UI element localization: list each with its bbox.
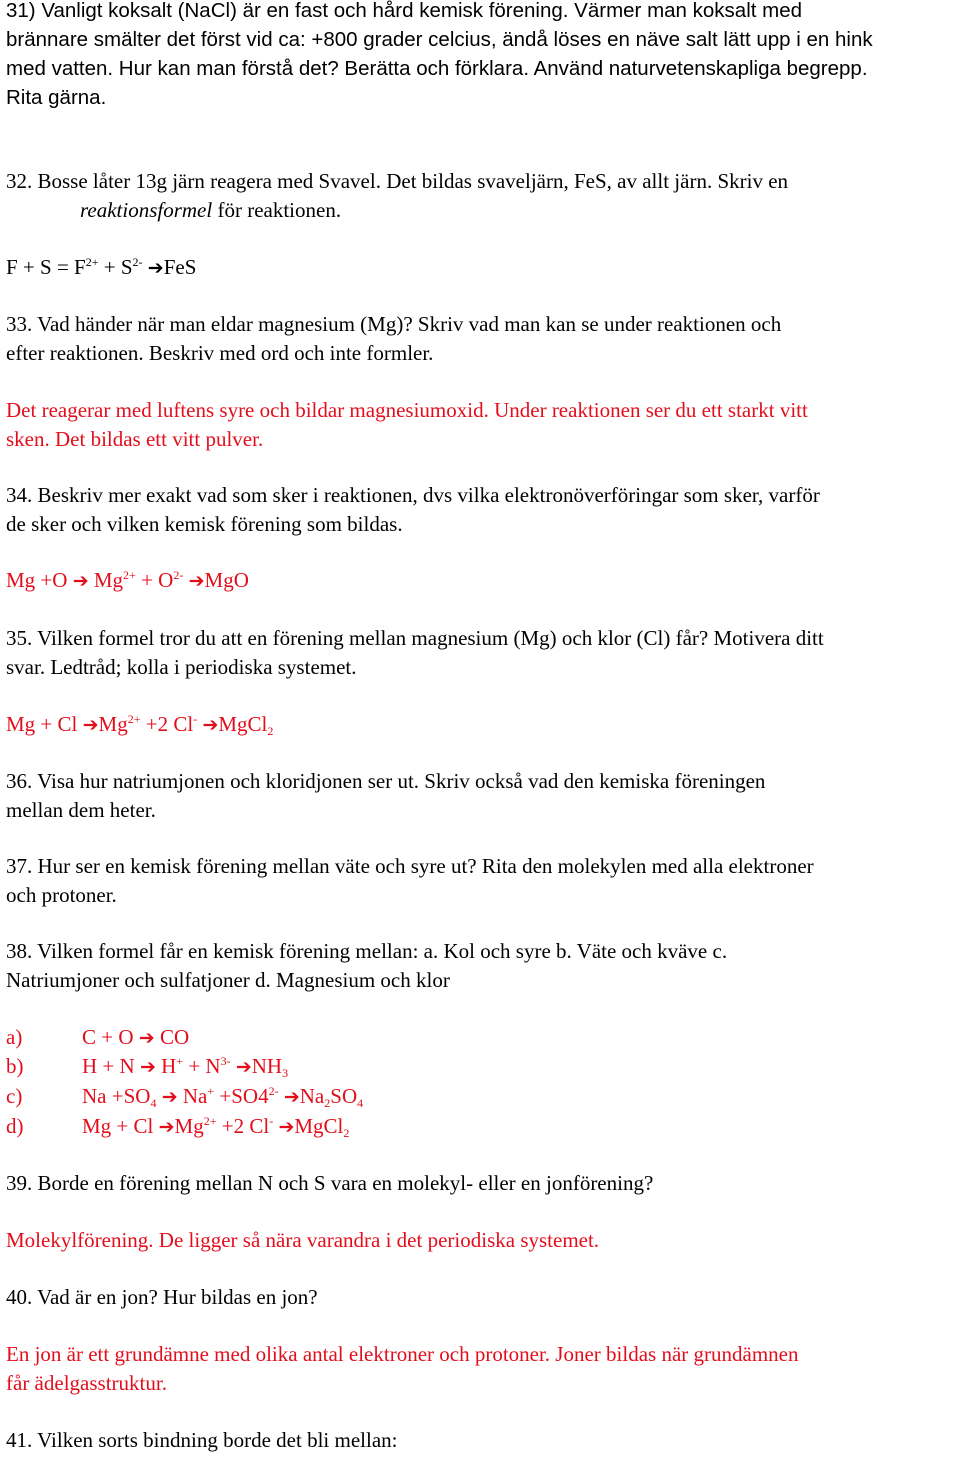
- question-39: [6, 1169, 956, 1198]
- formula-part: Mg + Cl: [82, 1114, 159, 1138]
- question-37-line-2: och protoner.: [6, 883, 117, 907]
- charge-superscript: +: [176, 1054, 184, 1068]
- question-34-answer: [6, 566, 956, 596]
- question-31-line-1: 31) Vanligt koksalt (NaCl) är en fast och hård kemisk förening. Värmer man koksalt med: [6, 0, 803, 22]
- formula-part: +2 Cl: [216, 1114, 270, 1138]
- question-32: [6, 167, 956, 225]
- list-item-label: a): [6, 1025, 23, 1049]
- question-35: [6, 624, 956, 682]
- question-34-line-1: 34. Beskriv mer exakt vad som sker i reaktionen, dvs vilka elektronöverföringar som sker, varför: [6, 483, 820, 507]
- charge-superscript: 2+: [127, 712, 141, 726]
- question-39-answer-line: Molekylförening. De ligger så nära varandra i det periodiska systemet.: [6, 1228, 600, 1252]
- formula-part: Na: [177, 1084, 208, 1108]
- formula-part: H + N: [82, 1054, 140, 1078]
- question-32-line-2-rest: för reaktionen.: [212, 198, 342, 222]
- charge-superscript: 2-: [173, 568, 184, 582]
- formula-part: Mg +O: [6, 568, 73, 592]
- charge-superscript: -: [269, 1114, 274, 1128]
- formula-part: + O: [135, 568, 174, 592]
- question-32-line-2: [6, 196, 956, 225]
- formula-part: MgCl: [294, 1114, 344, 1138]
- question-35-line-2: svar. Ledtråd; kolla i periodiska systemet.: [6, 655, 357, 679]
- question-33-answer-line-2: sken. Det bildas ett vitt pulver.: [6, 427, 264, 451]
- question-32-line-1: 32. Bosse låter 13g järn reagera med Svavel. Det bildas svaveljärn, FeS, av allt järn. Skriv en: [6, 169, 789, 193]
- reaction-arrow-icon: ➔: [278, 1116, 295, 1138]
- index-subscript: 4: [357, 1096, 364, 1110]
- reaktionsformel-term: reaktionsformel: [80, 198, 213, 222]
- charge-superscript: -: [193, 712, 198, 726]
- question-38-line-2: Natriumjoner och sulfatjoner d. Magnesium och klor: [6, 968, 450, 992]
- question-33-line-1: 33. Vad händer när man eldar magnesium (Mg)? Skriv vad man kan se under reaktionen och: [6, 312, 782, 336]
- reaction-arrow-icon: ➔: [235, 1056, 252, 1078]
- formula-part: NH: [251, 1054, 283, 1078]
- charge-superscript: 2-: [132, 255, 143, 269]
- formula-part: MgCl: [218, 712, 268, 736]
- formula-part: Mg: [98, 712, 128, 736]
- reaction-arrow-icon: ➔: [202, 714, 219, 736]
- index-subscript: 2: [267, 724, 274, 738]
- question-40-line-1: 40. Vad är en jon? Hur bildas en jon?: [6, 1285, 318, 1309]
- index-subscript: 3: [282, 1066, 289, 1080]
- question-34: [6, 481, 956, 539]
- question-34-line-2: de sker och vilken kemisk förening som bildas.: [6, 512, 403, 536]
- question-32-answer: [6, 253, 956, 283]
- formula-part: MgO: [204, 568, 249, 592]
- formula-part: + N: [183, 1054, 221, 1078]
- question-41: [6, 1426, 956, 1455]
- reaction-arrow-icon: ➔: [188, 570, 205, 592]
- question-33-answer: [6, 396, 956, 454]
- formula-part: Mg: [174, 1114, 204, 1138]
- formula-part: F + S = F: [6, 255, 86, 279]
- charge-superscript: 3-: [220, 1054, 231, 1068]
- formula-part: Mg: [88, 568, 124, 592]
- formula-part: SO: [330, 1084, 358, 1108]
- question-40: [6, 1283, 956, 1312]
- formula-part: CO: [154, 1025, 190, 1049]
- list-item-label: c): [6, 1084, 23, 1108]
- question-37-line-1: 37. Hur ser en kemisk förening mellan väte och syre ut? Rita den molekylen med alla elektroner: [6, 854, 814, 878]
- question-33-answer-line-1: Det reagerar med luftens syre och bildar magnesiumoxid. Under reaktionen ser du ett starkt vitt: [6, 398, 808, 422]
- question-37: [6, 852, 956, 910]
- question-33: [6, 310, 956, 368]
- charge-superscript: 2+: [203, 1114, 217, 1128]
- question-36: [6, 767, 956, 825]
- charge-superscript: +: [207, 1084, 215, 1098]
- question-36-line-2: mellan dem heter.: [6, 798, 156, 822]
- question-40-answer: [6, 1340, 956, 1398]
- list-item: [6, 1052, 288, 1082]
- question-33-line-2: efter reaktionen. Beskriv med ord och inte formler.: [6, 341, 434, 365]
- reaction-arrow-icon: ➔: [158, 1116, 175, 1138]
- question-38-line-1: 38. Vilken formel får en kemisk förening mellan: a. Kol och syre b. Väte och kväve c.: [6, 939, 728, 963]
- formula-part: +SO4: [214, 1084, 269, 1108]
- charge-superscript: 2+: [123, 568, 136, 582]
- formula-part: H: [155, 1054, 177, 1078]
- question-38: [6, 937, 956, 995]
- list-item-label: b): [6, 1054, 24, 1078]
- reaction-arrow-icon: ➔: [283, 1086, 300, 1108]
- question-39-line-1: 39. Borde en förening mellan N och S vara en molekyl- eller en jonförening?: [6, 1171, 654, 1195]
- formula-part: + S: [98, 255, 133, 279]
- question-35-line-1: 35. Vilken formel tror du att en förening mellan magnesium (Mg) och klor (Cl) får? Motivera ditt: [6, 626, 824, 650]
- reaction-arrow-icon: ➔: [138, 1027, 155, 1049]
- list-item-label: d): [6, 1114, 24, 1138]
- formula-part: C + O: [82, 1025, 139, 1049]
- question-31: [6, 0, 956, 112]
- list-item: [6, 1082, 363, 1112]
- index-subscript: 2: [343, 1126, 350, 1140]
- question-31-line-2: brännare smälter det först vid ca: +800 grader celcius, ändå löses en näve salt lätt upp i en hink: [6, 28, 873, 51]
- index-subscript: 4: [150, 1096, 157, 1110]
- question-31-line-3: med vatten. Hur kan man förstå det? Berätta och förklara. Använd naturvetenskapliga begrepp.: [6, 57, 868, 80]
- reaction-arrow-icon: ➔: [161, 1086, 178, 1108]
- formula-part: Mg + Cl: [6, 712, 83, 736]
- formula-part: Na +SO: [82, 1084, 151, 1108]
- list-item: [6, 1023, 189, 1053]
- formula-part: FeS: [163, 255, 197, 279]
- index-subscript: 2: [324, 1096, 331, 1110]
- reaction-arrow-icon: ➔: [82, 714, 99, 736]
- reaction-arrow-icon: ➔: [72, 570, 89, 592]
- question-35-answer: [6, 710, 956, 740]
- question-39-answer: [6, 1226, 956, 1255]
- question-31-line-4: Rita gärna.: [6, 86, 107, 109]
- question-40-answer-line-1: En jon är ett grundämne med olika antal elektroner och protoner. Joner bildas när grundämnen: [6, 1342, 799, 1366]
- formula-part: +2 Cl: [140, 712, 194, 736]
- formula-part: Na: [299, 1084, 325, 1108]
- reaction-arrow-icon: ➔: [139, 1056, 156, 1078]
- charge-superscript: 2-: [268, 1084, 279, 1098]
- reaction-arrow-icon: ➔: [147, 257, 164, 279]
- list-item: [6, 1112, 349, 1142]
- question-40-answer-line-2: får ädelgasstruktur.: [6, 1371, 167, 1395]
- charge-superscript: 2+: [85, 255, 99, 269]
- question-41-line-1: 41. Vilken sorts bindning borde det bli mellan:: [6, 1428, 398, 1452]
- question-36-line-1: 36. Visa hur natriumjonen och kloridjonen ser ut. Skriv också vad den kemiska föreningen: [6, 769, 766, 793]
